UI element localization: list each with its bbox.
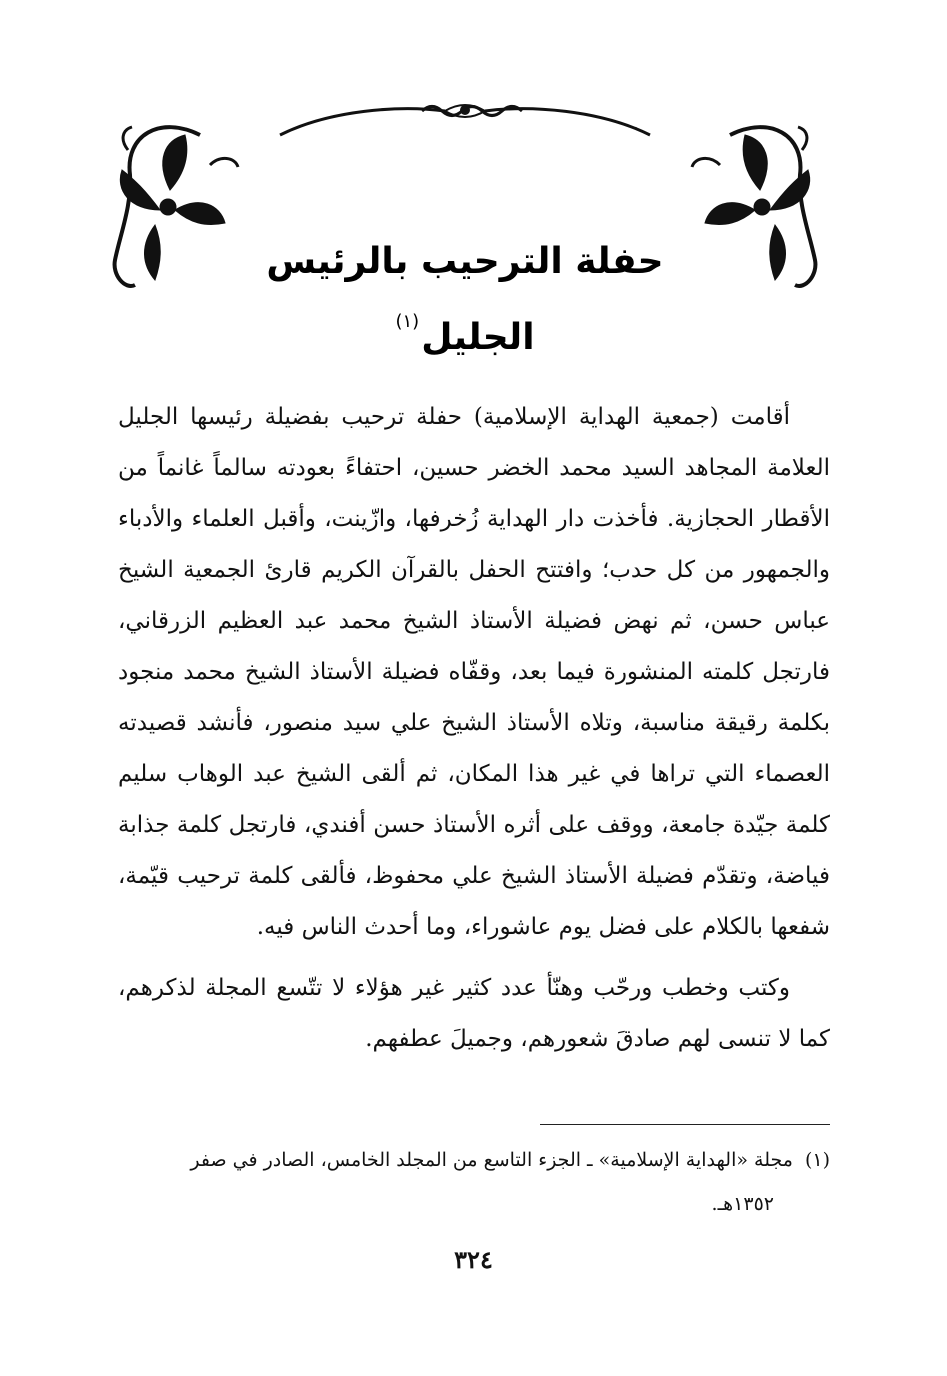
title-footnote-marker: (١) <box>395 311 420 332</box>
right-fleur-ornament <box>692 127 815 286</box>
footnote <box>118 1138 830 1226</box>
article-body <box>118 392 830 1065</box>
footnote-line-2: ١٣٥٢هـ. <box>711 1193 774 1215</box>
footnote-separator <box>540 1124 830 1125</box>
page-number: ٣٢٤ <box>454 1245 493 1274</box>
title-text: حفلة الترحيب بالرئيس الجليل <box>266 241 664 358</box>
footnote-number: (١) <box>804 1149 830 1171</box>
page-title <box>230 232 700 368</box>
footnote-line-1: مجلة «الهداية الإسلامية» ـ الجزء التاسع من المجلد الخامس، الصادر في صفر <box>190 1149 793 1171</box>
left-fleur-ornament <box>115 127 238 286</box>
paragraph-1: أقامت (جمعية الهداية الإسلامية) حفلة ترحيب بفضيلة رئيسها الجليل العلامة المجاهد السيد محمد الخضر حسين، احتفاءً بعودته سالماً غانماً من الأقطار الحجازية. فأخذت دار الهداية زُخرفها، وازّينت، وأقبل العلماء والأدباء والجمهور من كل حدب؛ وافتتح الحفل بالقرآن الكريم قارئ الجمعية الشيخ عباس حسن، ثم نهض فضيلة الأستاذ الشيخ محمد عبد العظيم الزرقاني، فارتجل كلمته المنشورة فيما بعد، وقفّاه فضيلة الأستاذ الشيخ محمد منجود بكلمة رقيقة مناسبة، وتلاه الأستاذ الشيخ علي سيد منصور، فأنشد قصيدته العصماء التي تراها في غير هذا المكان، ثم ألقى الشيخ عبد الوهاب سليم كلمة جيّدة جامعة، ووقف على أثره الأستاذ حسن أفندي، فارتجل كلمة جذابة فياضة، وتقدّم فضيلة الأستاذ الشيخ علي محفوظ، فألقى كلمة ترحيب قيّمة، شفعها بالكلام على فضل يوم عاشوراء، وما أحدث الناس فيه. <box>118 404 830 940</box>
paragraph-2: وكتب وخطب ورحّب وهنّأ عدد كثير غير هؤلاء لا تتّسع المجلة لذكرهم، كما لا تنسى لهم صادقَ شعورهم، وجميلَ عطفهم. <box>118 975 830 1052</box>
